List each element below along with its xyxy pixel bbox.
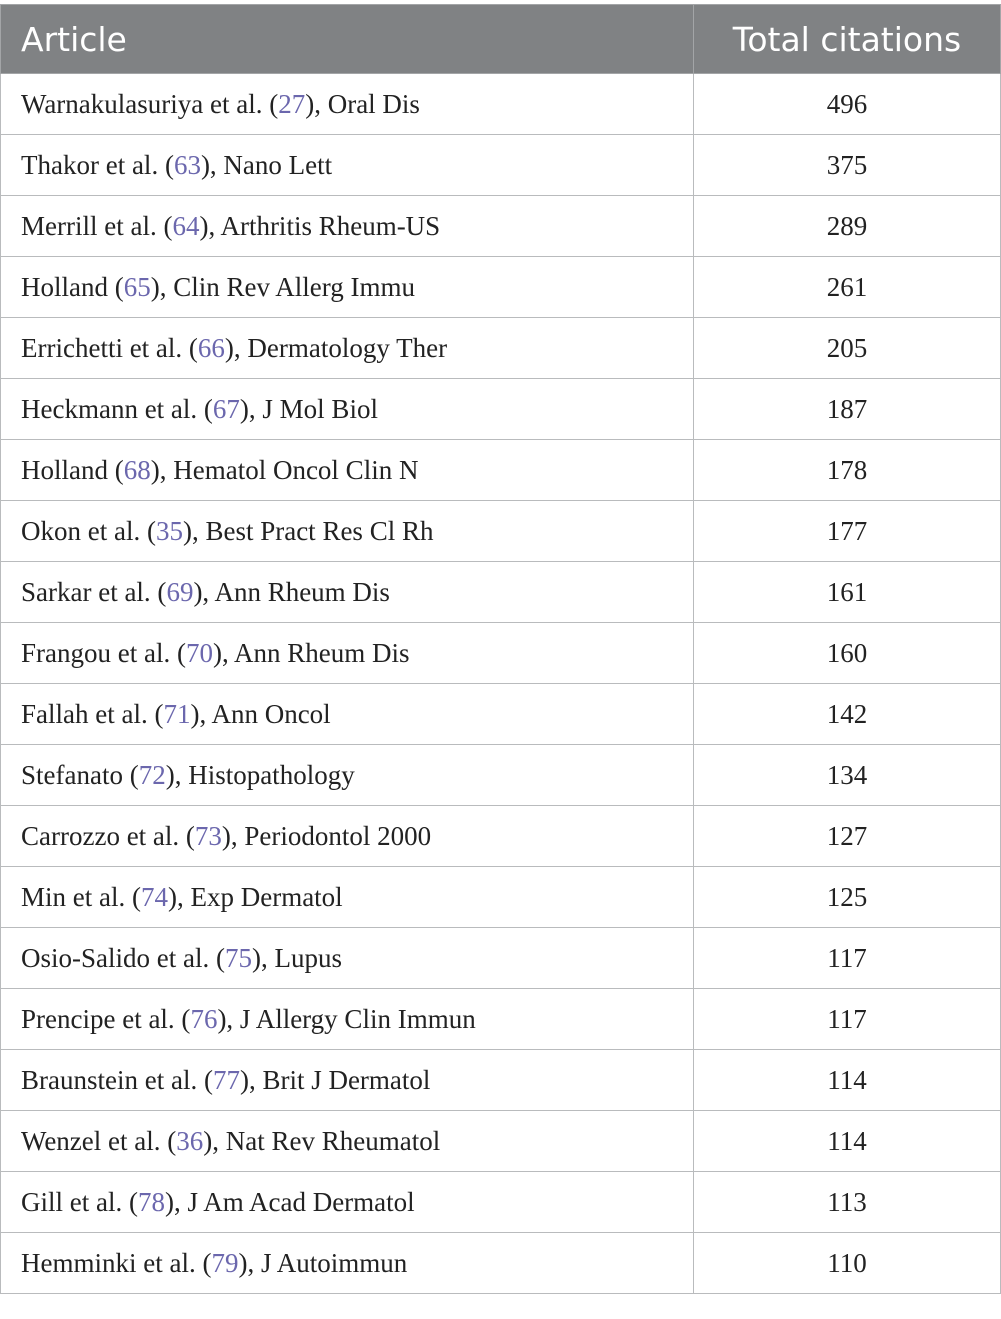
- reference-link[interactable]: 65: [123, 271, 151, 302]
- article-journal: ), Periodontol 2000: [221, 820, 432, 851]
- total-citations-cell: 127: [694, 806, 1001, 867]
- article-cell: [1, 562, 694, 623]
- article-journal: ), Nano Lett: [200, 149, 333, 180]
- article-journal: ), Ann Rheum Dis: [212, 637, 410, 668]
- article-cell: [1, 1111, 694, 1172]
- table-row: [1, 806, 1001, 867]
- reference-link[interactable]: 77: [212, 1064, 240, 1095]
- article-cell: [1, 1233, 694, 1294]
- article-journal: ), Histopathology: [165, 759, 355, 790]
- article-cell: [1, 623, 694, 684]
- table-row: [1, 318, 1001, 379]
- reference-link[interactable]: 76: [190, 1003, 218, 1034]
- article-journal: ), J Am Acad Dermatol: [164, 1186, 415, 1217]
- total-citations-cell: 110: [694, 1233, 1001, 1294]
- article-journal: ), Oral Dis: [305, 88, 420, 119]
- article-cell: [1, 806, 694, 867]
- header-article: Article: [1, 5, 694, 74]
- article-author: Sarkar et al. (: [21, 576, 167, 607]
- article-author: Holland (: [21, 271, 124, 302]
- total-citations-cell: 117: [694, 989, 1001, 1050]
- article-cell: [1, 440, 694, 501]
- article-cell: [1, 989, 694, 1050]
- total-citations-cell: 134: [694, 745, 1001, 806]
- total-citations-cell: 177: [694, 501, 1001, 562]
- article-author: Errichetti et al. (: [21, 332, 198, 363]
- article-author: Osio-Salido et al. (: [21, 942, 225, 973]
- table-row: [1, 562, 1001, 623]
- total-citations-cell: 205: [694, 318, 1001, 379]
- table-body: [1, 74, 1001, 1294]
- article-cell: [1, 745, 694, 806]
- article-author: Fallah et al. (: [21, 698, 164, 729]
- article-journal: ), Lupus: [251, 942, 342, 973]
- article-author: Merrill et al. (: [21, 210, 173, 241]
- table-row: [1, 1111, 1001, 1172]
- total-citations-cell: 142: [694, 684, 1001, 745]
- total-citations-cell: 117: [694, 928, 1001, 989]
- reference-link[interactable]: 70: [185, 637, 213, 668]
- article-cell: [1, 1050, 694, 1111]
- reference-link[interactable]: 66: [197, 332, 225, 363]
- reference-link[interactable]: 71: [163, 698, 191, 729]
- article-author: Okon et al. (: [21, 515, 156, 546]
- table-row: [1, 1050, 1001, 1111]
- article-journal: ), Dermatology Ther: [224, 332, 448, 363]
- total-citations-cell: 160: [694, 623, 1001, 684]
- table-row: [1, 1233, 1001, 1294]
- total-citations-cell: 496: [694, 74, 1001, 135]
- article-journal: ), Brit J Dermatol: [239, 1064, 431, 1095]
- total-citations-cell: 187: [694, 379, 1001, 440]
- table-row: [1, 196, 1001, 257]
- article-cell: [1, 928, 694, 989]
- article-cell: [1, 135, 694, 196]
- article-author: Min et al. (: [21, 881, 141, 912]
- article-journal: ), Ann Oncol: [190, 698, 331, 729]
- table-row: [1, 257, 1001, 318]
- article-author: Heckmann et al. (: [21, 393, 213, 424]
- reference-link[interactable]: 79: [211, 1247, 239, 1278]
- article-author: Frangou et al. (: [21, 637, 186, 668]
- article-author: Thakor et al. (: [21, 149, 174, 180]
- reference-link[interactable]: 27: [278, 88, 306, 119]
- article-author: Prencipe et al. (: [21, 1003, 191, 1034]
- total-citations-cell: 178: [694, 440, 1001, 501]
- article-journal: ), Nat Rev Rheumatol: [203, 1125, 441, 1156]
- reference-link[interactable]: 78: [137, 1186, 165, 1217]
- article-journal: ), Ann Rheum Dis: [193, 576, 390, 607]
- reference-link[interactable]: 67: [212, 393, 240, 424]
- total-citations-cell: 125: [694, 867, 1001, 928]
- article-journal: ), J Autoimmun: [238, 1247, 408, 1278]
- total-citations-cell: 161: [694, 562, 1001, 623]
- total-citations-cell: 289: [694, 196, 1001, 257]
- reference-link[interactable]: 72: [138, 759, 166, 790]
- total-citations-cell: 113: [694, 1172, 1001, 1233]
- table-row: [1, 684, 1001, 745]
- total-citations-cell: 261: [694, 257, 1001, 318]
- table-header-row: [1, 5, 1001, 74]
- reference-link[interactable]: 63: [173, 149, 201, 180]
- reference-link[interactable]: 73: [194, 820, 222, 851]
- table-row: [1, 623, 1001, 684]
- article-cell: [1, 867, 694, 928]
- article-author: Holland (: [21, 454, 124, 485]
- article-cell: [1, 318, 694, 379]
- article-cell: [1, 684, 694, 745]
- table-row: [1, 501, 1001, 562]
- table-row: [1, 74, 1001, 135]
- article-cell: [1, 501, 694, 562]
- article-journal: ), Clin Rev Allerg Immu: [150, 271, 415, 302]
- article-author: Hemminki et al. (: [21, 1247, 212, 1278]
- article-cell: [1, 257, 694, 318]
- table-row: [1, 440, 1001, 501]
- article-cell: [1, 1172, 694, 1233]
- total-citations-cell: 375: [694, 135, 1001, 196]
- article-journal: ), Arthritis Rheum-US: [199, 210, 441, 241]
- table-row: [1, 1172, 1001, 1233]
- table-row: [1, 745, 1001, 806]
- article-journal: ), Best Pract Res Cl Rh: [182, 515, 434, 546]
- total-citations-cell: 114: [694, 1050, 1001, 1111]
- header-total-citations: Total citations: [694, 5, 1001, 74]
- article-journal: ), J Allergy Clin Immun: [217, 1003, 476, 1034]
- article-author: Wenzel et al. (: [21, 1125, 177, 1156]
- article-journal: ), Hematol Oncol Clin N: [150, 454, 419, 485]
- reference-link[interactable]: 36: [176, 1125, 204, 1156]
- reference-link[interactable]: 68: [123, 454, 151, 485]
- reference-link[interactable]: 74: [140, 881, 168, 912]
- article-cell: [1, 379, 694, 440]
- article-journal: ), Exp Dermatol: [167, 881, 343, 912]
- table-row: [1, 928, 1001, 989]
- article-author: Warnakulasuriya et al. (: [21, 88, 279, 119]
- reference-link[interactable]: 75: [224, 942, 252, 973]
- article-cell: [1, 74, 694, 135]
- table-row: [1, 989, 1001, 1050]
- table-row: [1, 867, 1001, 928]
- article-author: Gill et al. (: [21, 1186, 138, 1217]
- citations-table-container: [0, 4, 1000, 1294]
- article-author: Carrozzo et al. (: [21, 820, 195, 851]
- table-row: [1, 379, 1001, 440]
- reference-link[interactable]: 35: [155, 515, 183, 546]
- article-cell: [1, 196, 694, 257]
- reference-link[interactable]: 69: [166, 576, 194, 607]
- citations-table: [0, 4, 1001, 1294]
- total-citations-cell: 114: [694, 1111, 1001, 1172]
- table-row: [1, 135, 1001, 196]
- article-journal: ), J Mol Biol: [239, 393, 378, 424]
- article-author: Braunstein et al. (: [21, 1064, 213, 1095]
- reference-link[interactable]: 64: [172, 210, 200, 241]
- article-author: Stefanato (: [21, 759, 139, 790]
